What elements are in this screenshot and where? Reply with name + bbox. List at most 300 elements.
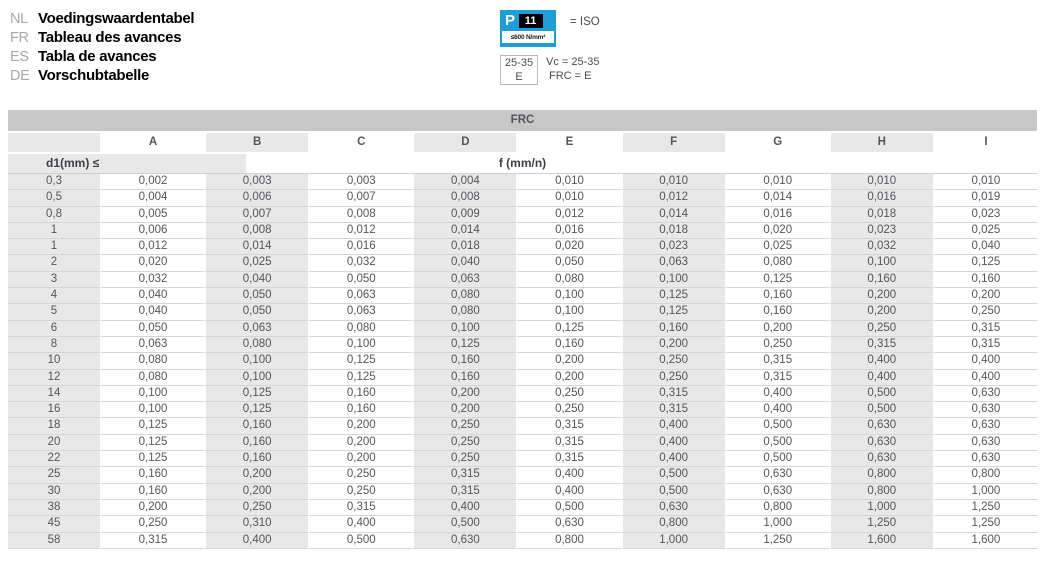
feed-value-cell: 0,080	[725, 255, 829, 271]
row-label-d1: 1	[8, 223, 100, 239]
feed-value-cell: 0,007	[308, 190, 412, 206]
feed-value-cell: 0,012	[621, 190, 725, 206]
vc-label: Vc = 25-35	[546, 56, 600, 68]
feed-value-cell: 0,063	[308, 288, 412, 304]
row-label-d1: 20	[8, 435, 100, 451]
feed-value-cell: 0,023	[829, 223, 933, 239]
feed-value-cell: 0,125	[100, 435, 204, 451]
table-row	[8, 174, 1037, 190]
feed-value-cell: 0,003	[308, 174, 412, 190]
feed-value-cell: 0,630	[933, 402, 1037, 418]
feed-value-cell: 0,040	[412, 255, 516, 271]
table-row	[8, 255, 1037, 271]
feed-value-cell: 0,315	[933, 321, 1037, 337]
feed-value-cell: 0,200	[100, 500, 204, 516]
row-label-d1: 8	[8, 337, 100, 353]
feed-value-cell: 0,125	[100, 451, 204, 467]
feed-value-cell: 0,007	[204, 207, 308, 223]
feed-value-cell: 0,200	[308, 435, 412, 451]
table-row	[8, 533, 1037, 549]
feed-value-cell: 0,008	[308, 207, 412, 223]
table-row	[8, 223, 1037, 239]
feed-value-cell: 0,315	[725, 370, 829, 386]
feed-value-cell: 0,016	[829, 190, 933, 206]
feed-value-cell: 0,160	[829, 272, 933, 288]
language-row	[10, 48, 194, 67]
table-row	[8, 451, 1037, 467]
feed-value-cell: 0,019	[933, 190, 1037, 206]
language-row	[10, 67, 194, 86]
feed-value-cell: 0,400	[933, 370, 1037, 386]
language-code: ES	[10, 49, 29, 65]
feed-value-cell: 0,250	[412, 418, 516, 434]
feed-value-cell: 0,012	[516, 207, 620, 223]
feed-value-cell: 0,630	[933, 418, 1037, 434]
column-header-I: I	[933, 133, 1037, 154]
feed-value-cell: 0,250	[308, 484, 412, 500]
feed-value-cell: 0,080	[204, 337, 308, 353]
feed-value-cell: 0,800	[621, 516, 725, 532]
feed-value-cell: 0,630	[516, 516, 620, 532]
feed-value-cell: 0,310	[204, 516, 308, 532]
feed-value-cell: 0,020	[100, 255, 204, 271]
feed-value-cell: 0,020	[516, 239, 620, 255]
feed-value-cell: 0,250	[412, 451, 516, 467]
feed-table	[8, 110, 1037, 549]
feed-value-cell: 0,250	[308, 467, 412, 483]
feed-value-cell: 1,000	[829, 500, 933, 516]
feed-value-cell: 0,010	[516, 190, 620, 206]
feed-value-cell: 0,018	[829, 207, 933, 223]
feed-value-cell: 0,020	[725, 223, 829, 239]
row-label-d1: 10	[8, 353, 100, 369]
feed-value-cell: 0,500	[829, 386, 933, 402]
feed-value-cell: 0,160	[204, 418, 308, 434]
feed-value-cell: 0,500	[308, 533, 412, 549]
feed-value-cell: 0,125	[100, 418, 204, 434]
feed-value-cell: 0,400	[308, 516, 412, 532]
feed-value-cell: 0,050	[516, 255, 620, 271]
feed-value-cell: 0,250	[516, 386, 620, 402]
feed-value-cell: 0,160	[100, 484, 204, 500]
feed-value-cell: 0,160	[100, 467, 204, 483]
feed-value-cell: 0,032	[829, 239, 933, 255]
table-row	[8, 321, 1037, 337]
feed-value-cell: 0,050	[308, 272, 412, 288]
feed-value-cell: 0,010	[516, 174, 620, 190]
feed-value-cell: 0,630	[829, 435, 933, 451]
language-code: FR	[10, 30, 29, 46]
feed-value-cell: 0,080	[100, 370, 204, 386]
subheader-row	[8, 154, 1037, 174]
table-row	[8, 207, 1037, 223]
feed-value-cell: 0,400	[412, 500, 516, 516]
feed-value-cell: 0,100	[621, 272, 725, 288]
feed-value-cell: 0,400	[621, 435, 725, 451]
feed-value-cell: 0,200	[308, 451, 412, 467]
feed-value-cell: 0,032	[100, 272, 204, 288]
feed-value-cell: 0,012	[100, 239, 204, 255]
feed-value-cell: 0,014	[412, 223, 516, 239]
feed-value-cell: 1,000	[621, 533, 725, 549]
feed-value-cell: 0,250	[621, 370, 725, 386]
table-row	[8, 418, 1037, 434]
feed-value-cell: 0,100	[516, 304, 620, 320]
feed-value-cell: 0,400	[725, 402, 829, 418]
table-row	[8, 435, 1037, 451]
column-header-row	[8, 133, 1037, 154]
row-label-d1: 3	[8, 272, 100, 288]
feed-value-cell: 0,160	[204, 451, 308, 467]
feed-value-cell: 0,100	[100, 402, 204, 418]
feed-value-cell: 0,100	[204, 370, 308, 386]
feed-value-cell: 0,160	[933, 272, 1037, 288]
feed-value-cell: 0,100	[412, 321, 516, 337]
feed-value-cell: 0,032	[308, 255, 412, 271]
vc-value: 25-35	[504, 57, 534, 69]
feed-value-cell: 0,500	[516, 500, 620, 516]
subheader-cell	[8, 154, 1037, 174]
feed-value-cell: 0,800	[725, 500, 829, 516]
feed-unit-header: f (mm/n)	[498, 156, 547, 170]
row-label-d1: 5	[8, 304, 100, 320]
feed-value-cell: 0,063	[100, 337, 204, 353]
feed-value-cell: 0,630	[725, 484, 829, 500]
feed-value-cell: 0,012	[308, 223, 412, 239]
feed-value-cell: 0,160	[725, 304, 829, 320]
feed-value-cell: 0,315	[308, 500, 412, 516]
feed-value-cell: 0,003	[204, 174, 308, 190]
feed-value-cell: 0,400	[621, 418, 725, 434]
diameter-header: d1(mm) ≤	[8, 154, 246, 173]
feed-value-cell: 0,006	[204, 190, 308, 206]
feed-value-cell: 0,050	[100, 321, 204, 337]
feed-value-cell: 1,250	[933, 500, 1037, 516]
feed-value-cell: 0,004	[100, 190, 204, 206]
row-label-d1: 22	[8, 451, 100, 467]
feed-value-cell: 0,200	[412, 386, 516, 402]
row-label-d1: 1	[8, 239, 100, 255]
row-label-d1: 25	[8, 467, 100, 483]
feed-value-cell: 0,100	[829, 255, 933, 271]
feed-value-cell: 1,250	[725, 533, 829, 549]
feed-value-cell: 0,200	[621, 337, 725, 353]
table-row	[8, 288, 1037, 304]
row-label-d1: 38	[8, 500, 100, 516]
feed-value-cell: 0,400	[204, 533, 308, 549]
feed-value-cell: 0,050	[204, 304, 308, 320]
feed-value-cell: 0,315	[516, 435, 620, 451]
row-label-d1: 58	[8, 533, 100, 549]
feed-value-cell: 0,050	[204, 288, 308, 304]
feed-value-cell: 0,080	[516, 272, 620, 288]
feed-value-cell: 0,160	[725, 288, 829, 304]
row-label-d1: 12	[8, 370, 100, 386]
feed-value-cell: 0,014	[725, 190, 829, 206]
iso-class-letter: P	[505, 12, 515, 29]
feed-value-cell: 0,160	[621, 321, 725, 337]
feed-value-cell: 0,100	[100, 386, 204, 402]
feed-value-cell: 0,630	[725, 467, 829, 483]
material-strength-label: ≤600 N/mm²	[502, 31, 554, 43]
table-row	[8, 516, 1037, 532]
column-header-C: C	[308, 133, 412, 154]
feed-value-cell: 1,000	[933, 484, 1037, 500]
feed-value-cell: 0,250	[516, 402, 620, 418]
feed-value-cell: 0,080	[100, 353, 204, 369]
feed-value-cell: 0,100	[308, 337, 412, 353]
feed-value-cell: 0,125	[933, 255, 1037, 271]
column-header-G: G	[725, 133, 829, 154]
frc-label: FRC = E	[549, 70, 592, 82]
feed-value-cell: 0,023	[621, 239, 725, 255]
row-label-d1: 0,5	[8, 190, 100, 206]
feed-value-cell: 0,125	[516, 321, 620, 337]
table-row	[8, 337, 1037, 353]
feed-value-cell: 0,125	[412, 337, 516, 353]
feed-value-cell: 0,800	[829, 467, 933, 483]
row-label-d1: 30	[8, 484, 100, 500]
feed-value-cell: 0,025	[725, 239, 829, 255]
feed-value-cell: 1,600	[933, 533, 1037, 549]
feed-value-cell: 0,250	[412, 435, 516, 451]
feed-value-cell: 0,630	[621, 500, 725, 516]
row-label-d1: 14	[8, 386, 100, 402]
feed-value-cell: 0,200	[412, 402, 516, 418]
feed-value-cell: 1,600	[829, 533, 933, 549]
feed-value-cell: 0,630	[933, 451, 1037, 467]
feed-value-cell: 1,250	[933, 516, 1037, 532]
feed-value-cell: 0,630	[829, 418, 933, 434]
feed-value-cell: 0,200	[516, 353, 620, 369]
table-row	[8, 402, 1037, 418]
feed-value-cell: 0,018	[412, 239, 516, 255]
feed-value-cell: 0,010	[621, 174, 725, 190]
feed-value-cell: 0,200	[204, 467, 308, 483]
column-header-H: H	[829, 133, 933, 154]
feed-value-cell: 0,160	[412, 353, 516, 369]
table-row	[8, 467, 1037, 483]
feed-value-cell: 0,400	[516, 484, 620, 500]
feed-value-cell: 0,315	[725, 353, 829, 369]
table-row	[8, 386, 1037, 402]
page-title-fr: Tableau des avances	[38, 29, 182, 46]
column-header-E: E	[516, 133, 620, 154]
feed-value-cell: 0,008	[204, 223, 308, 239]
feed-value-cell: 0,200	[516, 370, 620, 386]
feed-value-cell: 0,040	[933, 239, 1037, 255]
feed-value-cell: 0,160	[516, 337, 620, 353]
feed-value-cell: 0,160	[412, 370, 516, 386]
feed-value-cell: 0,250	[204, 500, 308, 516]
page-title-nl: Voedingswaardentabel	[38, 10, 195, 27]
feed-value-cell: 0,125	[204, 402, 308, 418]
feed-value-cell: 0,125	[621, 288, 725, 304]
feed-value-cell: 0,200	[308, 418, 412, 434]
feed-value-cell: 0,063	[412, 272, 516, 288]
page-title-de: Vorschubtabelle	[38, 67, 150, 84]
feed-value-cell: 0,315	[829, 337, 933, 353]
table-title-row	[8, 110, 1037, 133]
feed-value-cell: 0,630	[933, 435, 1037, 451]
feed-value-cell: 0,315	[933, 337, 1037, 353]
iso-equals-label: = ISO	[570, 16, 600, 28]
language-title-block	[10, 10, 194, 86]
feed-value-cell: 0,125	[725, 272, 829, 288]
feed-value-cell: 0,250	[725, 337, 829, 353]
feed-value-cell: 0,125	[308, 353, 412, 369]
language-code: NL	[10, 11, 28, 27]
feed-value-cell: 0,500	[412, 516, 516, 532]
row-label-d1: 6	[8, 321, 100, 337]
feed-value-cell: 0,500	[725, 451, 829, 467]
table-row	[8, 500, 1037, 516]
feed-value-cell: 0,800	[829, 484, 933, 500]
feed-value-cell: 0,315	[621, 402, 725, 418]
iso-class-number: 11	[519, 14, 543, 28]
vc-frc-box	[500, 55, 538, 85]
feed-value-cell: 0,125	[204, 386, 308, 402]
feed-value-cell: 0,010	[829, 174, 933, 190]
feed-value-cell: 0,002	[100, 174, 204, 190]
feed-value-cell: 0,400	[621, 451, 725, 467]
feed-value-cell: 0,014	[621, 207, 725, 223]
language-row	[10, 10, 194, 29]
feed-value-cell: 0,025	[204, 255, 308, 271]
feed-value-cell: 0,040	[100, 288, 204, 304]
column-header-D: D	[412, 133, 516, 154]
feed-value-cell: 0,080	[412, 288, 516, 304]
column-header-empty	[8, 133, 100, 154]
column-header-B: B	[204, 133, 308, 154]
feed-value-cell: 0,040	[100, 304, 204, 320]
language-code: DE	[10, 68, 30, 84]
feed-value-cell: 0,160	[204, 435, 308, 451]
iso-badge-row	[500, 10, 600, 47]
feed-value-cell: 0,016	[308, 239, 412, 255]
feed-value-cell: 0,630	[829, 451, 933, 467]
table-row	[8, 239, 1037, 255]
feed-value-cell: 0,500	[725, 435, 829, 451]
iso-p-badge	[500, 10, 556, 47]
feed-value-cell: 0,200	[829, 288, 933, 304]
badge-block	[500, 10, 600, 85]
feed-value-cell: 0,500	[725, 418, 829, 434]
row-label-d1: 0,8	[8, 207, 100, 223]
feed-value-cell: 0,005	[100, 207, 204, 223]
feed-value-cell: 0,010	[933, 174, 1037, 190]
feed-value-cell: 0,125	[621, 304, 725, 320]
feed-value-cell: 0,063	[204, 321, 308, 337]
feed-value-cell: 0,315	[516, 418, 620, 434]
feed-value-cell: 0,400	[933, 353, 1037, 369]
vc-frc-labels	[546, 55, 600, 85]
feed-value-cell: 0,025	[933, 223, 1037, 239]
table-row	[8, 370, 1037, 386]
feed-value-cell: 0,008	[412, 190, 516, 206]
table-row	[8, 353, 1037, 369]
row-label-d1: 0,3	[8, 174, 100, 190]
feed-value-cell: 0,315	[100, 533, 204, 549]
feed-value-cell: 0,500	[621, 467, 725, 483]
row-label-d1: 4	[8, 288, 100, 304]
feed-value-cell: 0,500	[621, 484, 725, 500]
feed-value-cell: 0,125	[308, 370, 412, 386]
feed-value-cell: 0,250	[100, 516, 204, 532]
feed-value-cell: 0,200	[933, 288, 1037, 304]
row-label-d1: 2	[8, 255, 100, 271]
feed-value-cell: 0,063	[308, 304, 412, 320]
feed-value-cell: 0,400	[725, 386, 829, 402]
feed-value-cell: 0,200	[725, 321, 829, 337]
feed-value-cell: 0,400	[829, 353, 933, 369]
feed-value-cell: 0,630	[412, 533, 516, 549]
feed-value-cell: 0,023	[933, 207, 1037, 223]
frc-value: E	[515, 71, 523, 83]
feed-value-cell: 0,500	[829, 402, 933, 418]
page-title-es: Tabla de avances	[38, 48, 157, 65]
feed-value-cell: 0,160	[308, 402, 412, 418]
column-header-F: F	[621, 133, 725, 154]
feed-value-cell: 0,100	[204, 353, 308, 369]
feed-value-cell: 0,080	[308, 321, 412, 337]
feed-value-cell: 0,400	[516, 467, 620, 483]
feed-value-cell: 1,250	[829, 516, 933, 532]
feed-value-cell: 0,014	[204, 239, 308, 255]
table-row	[8, 484, 1037, 500]
table-row	[8, 272, 1037, 288]
feed-value-cell: 0,016	[516, 223, 620, 239]
feed-value-cell: 0,200	[204, 484, 308, 500]
table-row	[8, 190, 1037, 206]
feed-value-cell: 0,315	[621, 386, 725, 402]
feed-value-cell: 0,315	[412, 467, 516, 483]
feed-value-cell: 0,100	[516, 288, 620, 304]
feed-value-cell: 0,040	[204, 272, 308, 288]
feed-value-cell: 0,018	[621, 223, 725, 239]
row-label-d1: 45	[8, 516, 100, 532]
feed-value-cell: 0,160	[308, 386, 412, 402]
feed-value-cell: 0,200	[829, 304, 933, 320]
table-row	[8, 304, 1037, 320]
feed-value-cell: 1,000	[725, 516, 829, 532]
feed-value-cell: 0,010	[725, 174, 829, 190]
feed-value-cell: 0,800	[516, 533, 620, 549]
row-label-d1: 16	[8, 402, 100, 418]
language-row	[10, 29, 194, 48]
feed-value-cell: 0,009	[412, 207, 516, 223]
table-title: FRC	[8, 110, 1037, 133]
feed-value-cell: 0,800	[933, 467, 1037, 483]
feed-table-body	[8, 174, 1037, 549]
column-header-A: A	[100, 133, 204, 154]
feed-value-cell: 0,250	[829, 321, 933, 337]
row-label-d1: 18	[8, 418, 100, 434]
cutting-badge-row	[500, 55, 600, 85]
feed-value-cell: 0,250	[933, 304, 1037, 320]
feed-value-cell: 0,250	[621, 353, 725, 369]
feed-value-cell: 0,063	[621, 255, 725, 271]
feed-value-cell: 0,315	[516, 451, 620, 467]
feed-value-cell: 0,080	[412, 304, 516, 320]
feed-value-cell: 0,400	[829, 370, 933, 386]
feed-value-cell: 0,004	[412, 174, 516, 190]
iso-p-badge-top	[502, 12, 554, 29]
feed-value-cell: 0,315	[412, 484, 516, 500]
feed-value-cell: 0,016	[725, 207, 829, 223]
feed-value-cell: 0,630	[933, 386, 1037, 402]
feed-value-cell: 0,006	[100, 223, 204, 239]
